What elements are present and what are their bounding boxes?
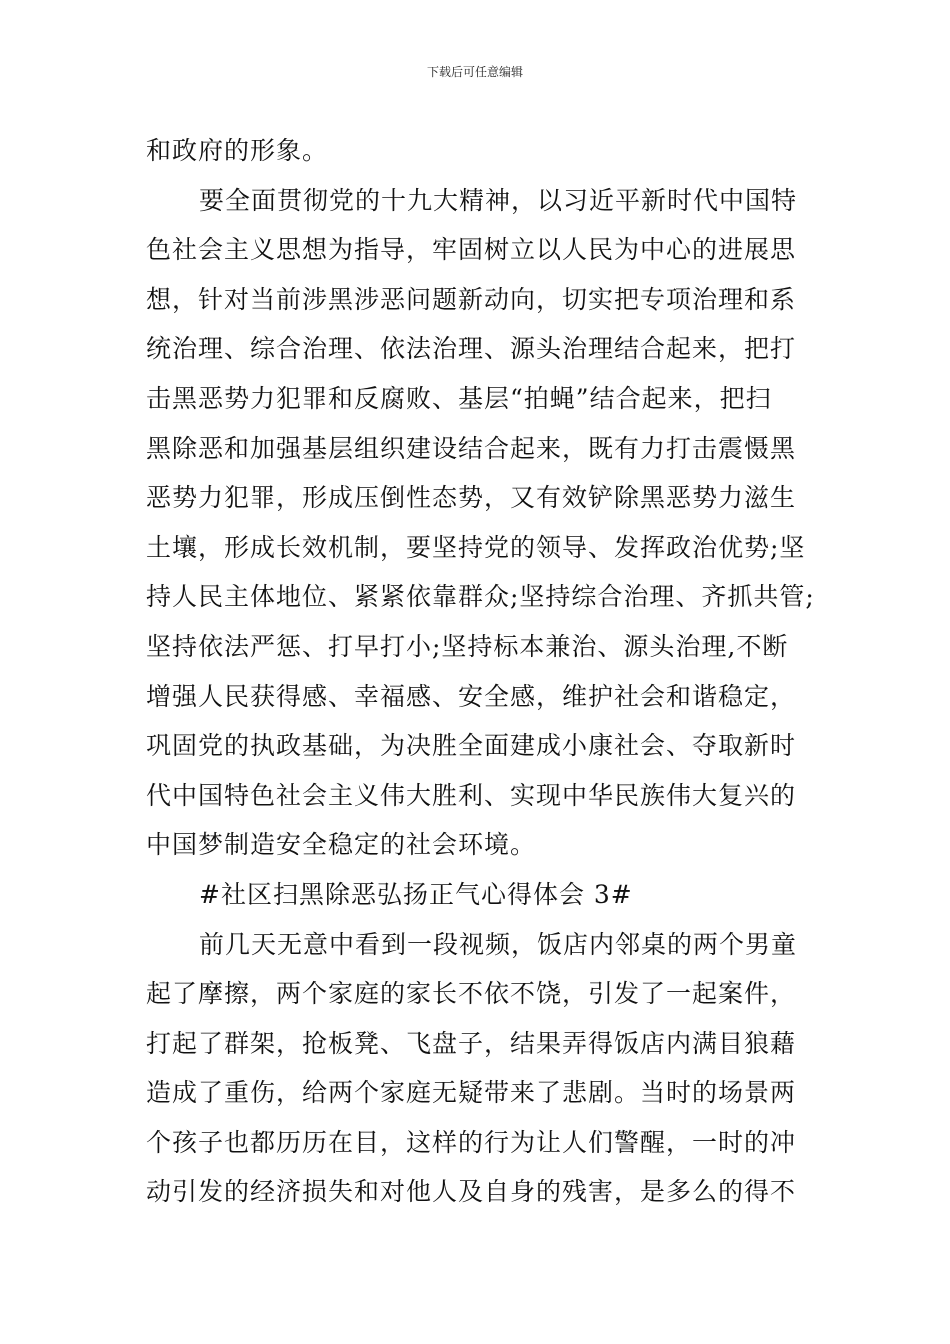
text-line: 和政府的形象。 — [146, 136, 329, 165]
text-line: 起了摩擦，两个家庭的家长不依不饶，引发了一起案件， — [146, 979, 797, 1009]
text-line: 代中国特色社会主义伟大胜利、实现中华民族伟大复兴的 — [146, 780, 797, 810]
text-line: 坚持依法严惩、打早打小;坚持标本兼治、源头治理,不断 — [146, 631, 789, 661]
text-line: 增强人民获得感、幸福感、安全感，维护社会和谐稳定， — [146, 681, 797, 711]
text-line: 动引发的经济损失和对他人及自身的残害，是多么的得不 — [146, 1177, 797, 1207]
text-line: 土壤，形成长效机制，要坚持党的领导、发挥政治优势;坚 — [146, 532, 806, 562]
paragraph-start-line: 要全面贯彻党的十九大精神，以习近平新时代中国特 — [199, 185, 798, 215]
text-line: 持人民主体地位、紧紧依靠群众;坚持综合治理、齐抓共管; — [146, 582, 815, 612]
section-heading: #社区扫黑除恶弘扬正气心得体会 3# — [199, 879, 633, 909]
text-line: 色社会主义思想为指导，牢固树立以人民为中心的进展思 — [146, 235, 797, 265]
text-line: 恶势力犯罪，形成压倒性态势，又有效铲除黑恶势力滋生 — [146, 483, 797, 513]
text-line: 黑除恶和加强基层组织建设结合起来，既有力打击震慑黑 — [146, 433, 797, 463]
text-line: 击黑恶势力犯罪和反腐败、基层“拍蝇”结合起来，把扫 — [146, 383, 772, 413]
text-line: 个孩子也都历历在目，这样的行为让人们警醒，一时的冲 — [146, 1127, 797, 1157]
document-body — [146, 126, 815, 1217]
text-line: 巩固党的执政基础，为决胜全面建成小康社会、夺取新时 — [146, 731, 797, 761]
text-line: 打起了群架，抢板凳、飞盘子，结果弄得饭店内满目狼藉 — [146, 1028, 797, 1058]
paragraph-start-line: 前几天无意中看到一段视频，饭店内邻桌的两个男童 — [199, 929, 798, 959]
page-header-note: 下载后可任意编辑 — [426, 65, 523, 79]
text-line: 想，针对当前涉黑涉恶问题新动向，切实把专项治理和系 — [146, 284, 797, 314]
text-line: 中国梦制造安全稳定的社会环境。 — [146, 830, 537, 860]
text-line: 造成了重伤，给两个家庭无疑带来了悲剧。当时的场景两 — [146, 1078, 797, 1108]
text-line: 统治理、综合治理、依法治理、源头治理结合起来，把打 — [146, 334, 797, 364]
